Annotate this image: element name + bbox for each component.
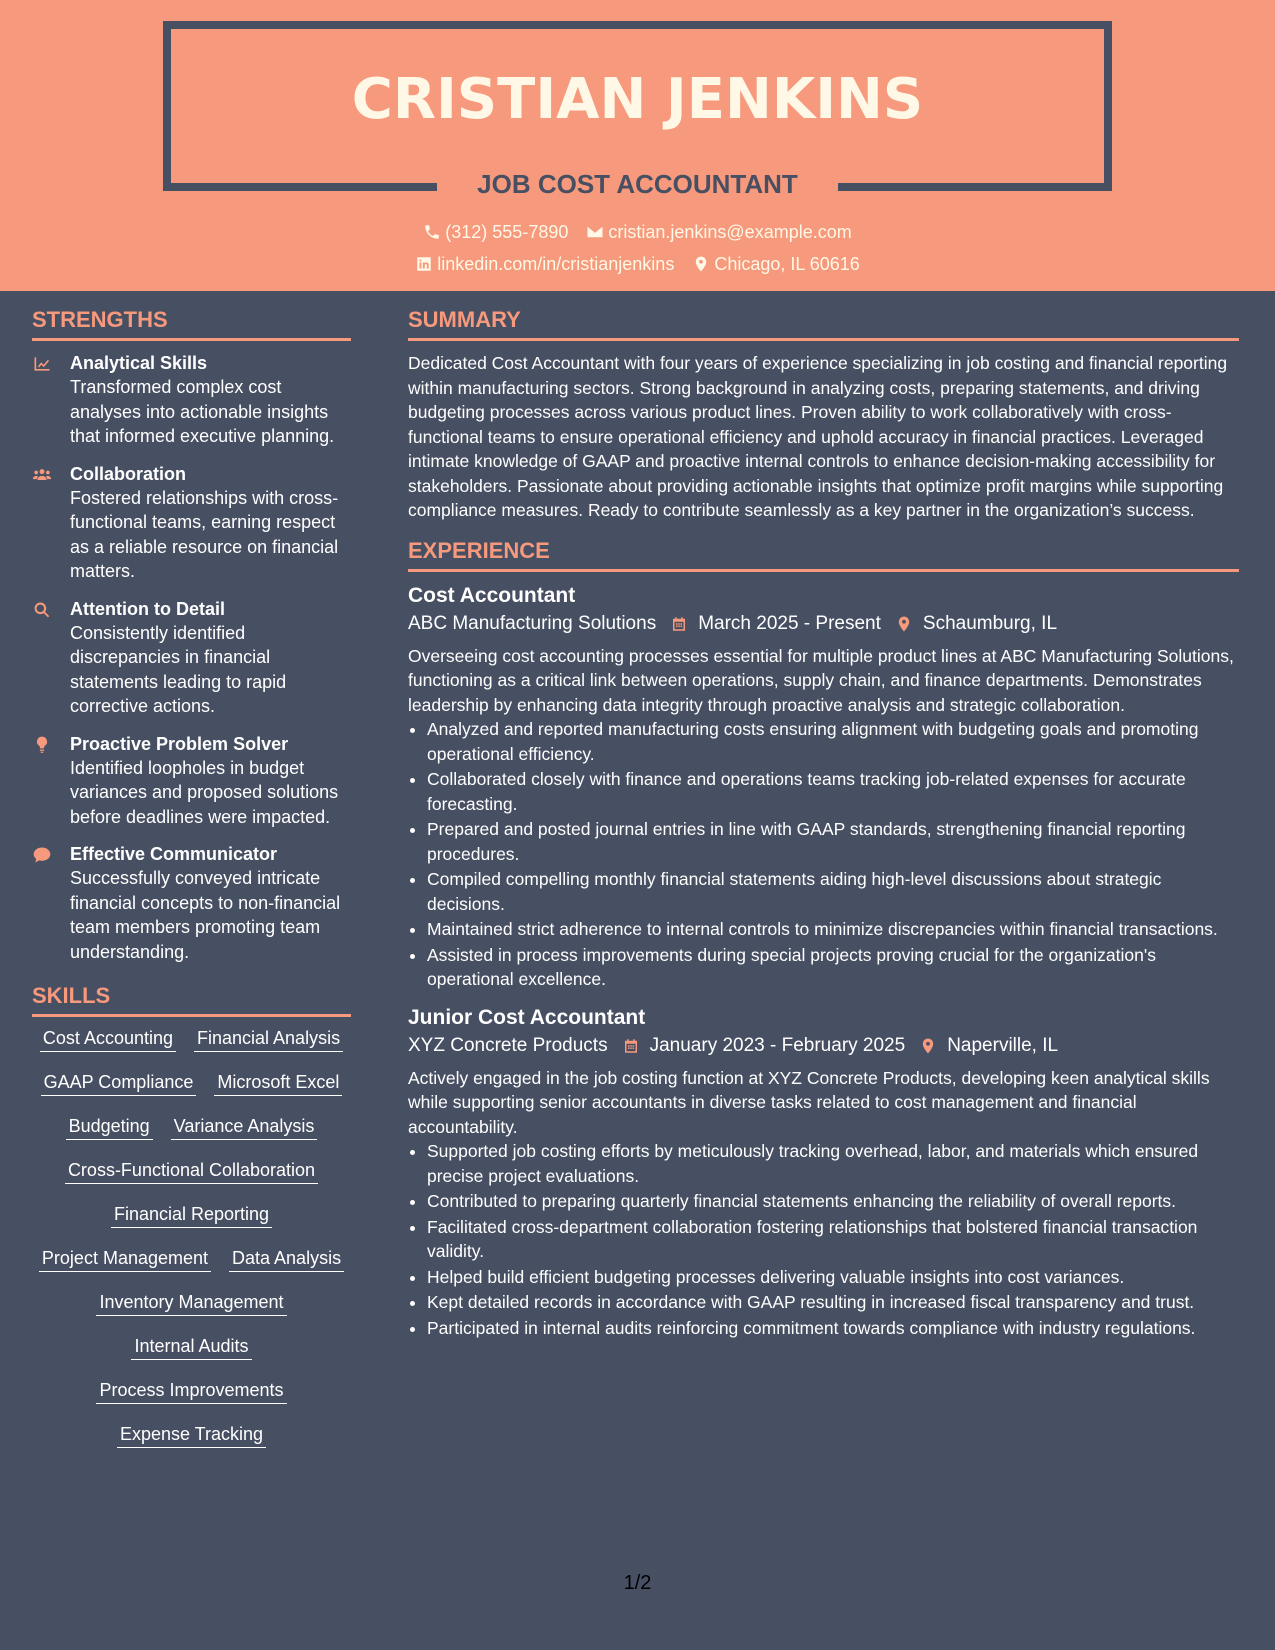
strength-desc: Identified loopholes in budget variances and proposed solutions before deadlines were impacted. xyxy=(70,757,339,827)
skill-tag: Financial Reporting xyxy=(111,1203,272,1228)
job-entry xyxy=(408,1004,1239,1341)
bullet-item: • Participated in internal audits reinforcing commitment towards compliance with industry regulations. xyxy=(427,1316,1239,1341)
skill-tag: Project Management xyxy=(39,1247,211,1272)
skills-list xyxy=(32,1027,351,1448)
left-column xyxy=(32,306,351,1448)
contact-phone[interactable] xyxy=(423,220,568,244)
strength-title: Analytical Skills xyxy=(70,353,208,373)
job-meta xyxy=(408,610,1239,638)
phone-icon xyxy=(423,223,441,241)
skill-tag: Inventory Management xyxy=(96,1291,286,1316)
bullet-item: • Kept detailed records in accordance with GAAP resulting in increased fiscal transparency and trust. xyxy=(427,1290,1239,1315)
job-description: Actively engaged in the job costing function at XYZ Concrete Products, developing keen analytical skills while supporting senior accountants in diverse tasks related to cost management and financial accountability. xyxy=(408,1067,1210,1137)
summary-heading: SUMMARY xyxy=(408,306,1239,341)
envelope-icon xyxy=(586,223,604,241)
skill-tag: Financial Analysis xyxy=(194,1027,343,1052)
bullet-item: • Collaborated closely with finance and operations teams tracking job-related expenses for accurate forecasting. xyxy=(427,767,1239,816)
strength-desc: Transformed complex cost analyses into actionable insights that informed executive planning. xyxy=(70,377,335,446)
job-description: Overseeing cost accounting processes essential for multiple product lines at ABC Manufacturing Solutions, functioning as a critical link between operations, supply chain, and finance departments. Demonstrates leadership by enhancing data integrity through proactive analysis and strategic collaboration. xyxy=(408,645,1234,715)
linkedin-icon xyxy=(415,255,433,273)
skills-heading: SKILLS xyxy=(32,982,351,1017)
strength-item xyxy=(32,597,351,719)
skill-tag: Budgeting xyxy=(66,1115,153,1140)
header-banner xyxy=(0,0,1275,291)
candidate-name: CRISTIAN JENKINS xyxy=(351,67,924,132)
bullet-item: • Compiled compelling monthly financial statements aiding high-level discussions about strategic decisions. xyxy=(427,867,1239,916)
job-title: JOB COST ACCOUNTANT xyxy=(477,169,798,199)
bullet-item: • Facilitated cross-department collaboration fostering relationships that bolstered financial transaction validity. xyxy=(427,1215,1239,1264)
strength-desc: Fostered relationships with cross-functional teams, earning respect as a reliable resource on financial matters. xyxy=(70,487,339,581)
skill-tag: Microsoft Excel xyxy=(214,1071,342,1096)
skill-tag: Cost Accounting xyxy=(40,1027,176,1052)
search-icon xyxy=(32,600,52,620)
skill-tag: Cross-Functional Collaboration xyxy=(65,1159,318,1184)
bullet-item: • Maintained strict adherence to internal controls to minimize discrepancies within financial transactions. xyxy=(427,917,1239,942)
contact-row-2 xyxy=(0,252,1275,276)
strength-desc: Successfully conveyed intricate financial concepts to non-financial team members promoting team understanding. xyxy=(70,868,341,962)
strength-title: Proactive Problem Solver xyxy=(70,733,289,754)
location-text: Chicago, IL 60616 xyxy=(714,254,860,274)
skill-tag: Variance Analysis xyxy=(171,1115,318,1140)
strength-desc: Consistently identified discrepancies in financial statements leading to rapid corrective actions. xyxy=(70,622,287,716)
calendar-icon xyxy=(622,1037,640,1055)
strength-item xyxy=(32,351,351,449)
linkedin-text: linkedin.com/in/cristianjenkins xyxy=(437,254,675,274)
map-pin-icon xyxy=(895,615,913,633)
job-meta xyxy=(408,1032,1239,1060)
skill-tag: Process Improvements xyxy=(96,1379,286,1404)
job-company: ABC Manufacturing Solutions xyxy=(408,612,657,634)
skill-tag: Expense Tracking xyxy=(117,1423,266,1448)
page-number: 1/2 xyxy=(623,1572,652,1594)
job-company: XYZ Concrete Products xyxy=(408,1034,608,1056)
bullet-item: • Prepared and posted journal entries in line with GAAP standards, strengthening financial reporting procedures. xyxy=(427,817,1239,866)
strength-item xyxy=(32,842,351,964)
users-icon xyxy=(32,465,52,485)
phone-text: (312) 555-7890 xyxy=(445,222,569,242)
strengths-heading: STRENGTHS xyxy=(32,306,351,341)
job-entry xyxy=(408,582,1239,992)
map-pin-icon xyxy=(692,255,710,273)
calendar-icon xyxy=(670,615,688,633)
job-bullets xyxy=(408,717,1239,992)
email-text: cristian.jenkins@example.com xyxy=(608,222,852,242)
strength-title: Collaboration xyxy=(70,463,186,484)
job-role: Cost Accountant xyxy=(408,583,576,607)
contact-email[interactable] xyxy=(586,220,851,244)
bullet-item: • Helped build efficient budgeting processes delivering valuable insights into cost variances. xyxy=(427,1265,1239,1290)
bullet-item: • Assisted in process improvements during special projects proving crucial for the organization's operational excellence. xyxy=(427,943,1239,992)
map-pin-icon xyxy=(919,1037,937,1055)
job-dates: March 2025 - Present xyxy=(698,612,881,634)
contact-location xyxy=(692,252,859,276)
comment-icon xyxy=(32,845,52,865)
job-dates: January 2023 - February 2025 xyxy=(649,1034,906,1056)
skill-tag: GAAP Compliance xyxy=(41,1071,197,1096)
bullet-item: • Analyzed and reported manufacturing costs ensuring alignment with budgeting goals and promoting operational efficiency. xyxy=(427,717,1239,766)
lightbulb-icon xyxy=(32,735,52,755)
bullet-item: • Contributed to preparing quarterly financial statements enhancing the reliability of overall reports. xyxy=(427,1189,1239,1214)
skill-tag: Internal Audits xyxy=(131,1335,251,1360)
contact-linkedin[interactable] xyxy=(415,252,674,276)
experience-heading: EXPERIENCE xyxy=(408,537,1239,572)
chart-line-icon xyxy=(32,354,52,374)
contact-row-1 xyxy=(0,220,1275,244)
strength-item xyxy=(32,462,351,584)
job-location: Schaumburg, IL xyxy=(922,612,1058,634)
job-location: Naperville, IL xyxy=(947,1034,1059,1056)
job-role: Junior Cost Accountant xyxy=(408,1005,646,1029)
skill-tag: Data Analysis xyxy=(229,1247,344,1272)
strength-item xyxy=(32,732,351,830)
right-column xyxy=(408,306,1239,1352)
summary-text: Dedicated Cost Accountant with four years of experience specializing in job costing and financial reporting within manufacturing sectors. Strong background in analyzing costs, preparing statements, and driving budgeting processes across various product lines. Proven ability to work collaboratively with cross-functional teams to ensure operational efficiency and uphold accuracy in financial practices. Leveraged intimate knowledge of GAAP and proactive internal controls to enhance decision-making accessibility for stakeholders. Passionate about providing actionable insights that optimize profit margins while supporting compliance measures. Ready to contribute seamlessly as a key partner in the organization’s success. xyxy=(408,353,1228,520)
job-bullets xyxy=(408,1139,1239,1340)
strength-title: Attention to Detail xyxy=(70,598,225,619)
strength-title: Effective Communicator xyxy=(70,844,278,864)
bullet-item: • Supported job costing efforts by meticulously tracking overhead, labor, and materials which ensured precise project evaluations. xyxy=(427,1139,1239,1188)
